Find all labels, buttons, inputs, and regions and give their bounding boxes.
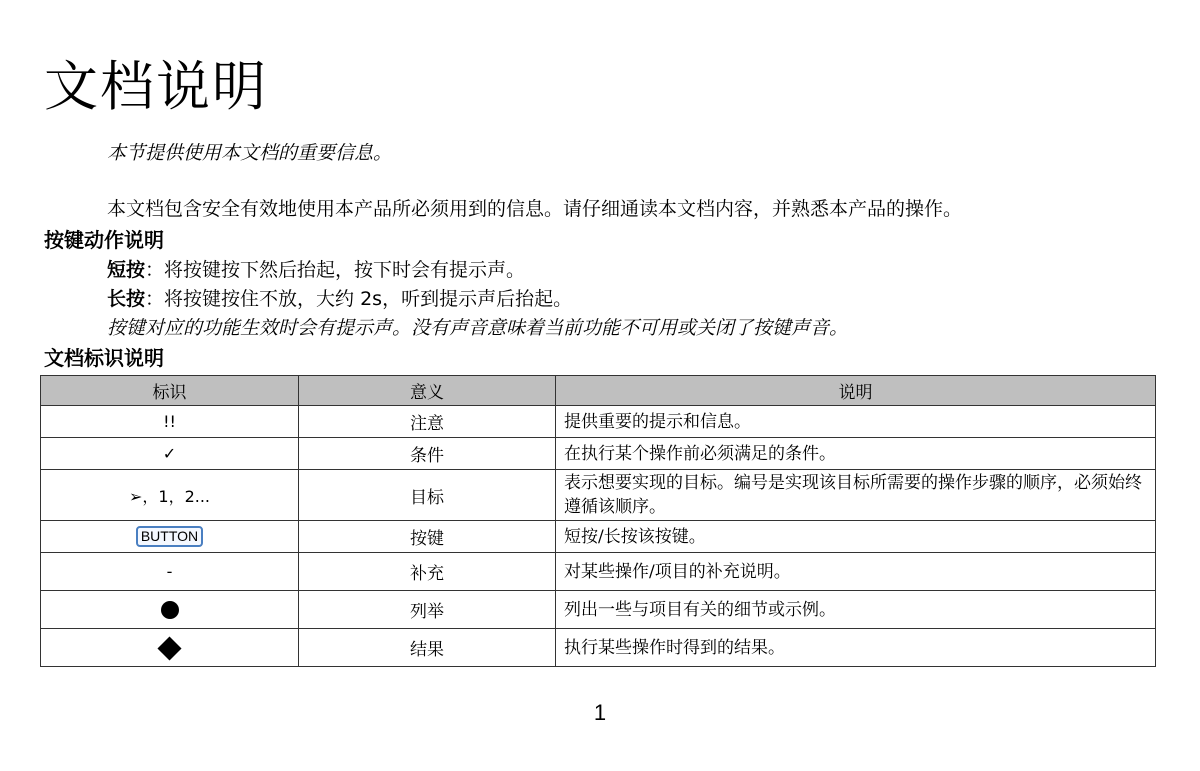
meaning-cell: 条件 [299,438,556,470]
short-press-text: ：将按键按下然后抬起，按下时会有提示声。 [145,259,526,281]
header-description: 说明 [556,376,1156,406]
table-row [41,406,1156,438]
table-row [41,438,1156,470]
button-badge-icon: BUTTON [136,526,203,547]
intro-paragraph: 本文档包含安全有效地使用本产品所必须用到的信息。请仔细通读本文档内容，并熟悉本产品的操作。 [107,198,963,220]
table-row [41,553,1156,591]
symbol-cell [41,629,299,667]
key-sound-note: 按键对应的功能生效时会有提示声。没有声音意味着当前功能不可用或关闭了按键声音。 [107,317,849,339]
page-title: 文档说明 [44,55,268,118]
symbol-cell [41,521,299,553]
description-cell: 对某些操作/项目的补充说明。 [556,553,1156,591]
table-row [41,470,1156,521]
long-press-paragraph [107,286,572,312]
filled-circle-icon [161,601,179,619]
symbol-cell [41,553,299,591]
short-press-paragraph [107,257,525,283]
marks-heading: 文档标识说明 [44,346,164,370]
marks-table [40,375,1156,667]
description-cell: 提供重要的提示和信息。 [556,406,1156,438]
meaning-cell: 按键 [299,521,556,553]
description-cell: 在执行某个操作前必须满足的条件。 [556,438,1156,470]
filled-diamond-icon [157,636,181,660]
meaning-cell: 目标 [299,470,556,521]
description-cell: 表示想要实现的目标。编号是实现该目标所需要的操作步骤的顺序，必须始终遵循该顺序。 [556,470,1156,521]
header-meaning: 意义 [299,376,556,406]
description-cell: 执行某些操作时得到的结果。 [556,629,1156,667]
symbol-cell [41,591,299,629]
keys-heading: 按键动作说明 [44,228,164,252]
header-symbol: 标识 [41,376,299,406]
double-exclamation-icon: !! [163,411,176,431]
meaning-cell: 列举 [299,591,556,629]
meaning-cell: 注意 [299,406,556,438]
long-press-text-a: ：将按键按住不放，大约 [145,288,361,310]
meaning-cell: 结果 [299,629,556,667]
symbol-cell [41,406,299,438]
table-row [41,591,1156,629]
long-press-text-b: ，听到提示声后抬起。 [382,288,573,310]
symbol-cell [41,438,299,470]
short-press-label: 短按 [107,259,146,281]
symbol-cell [41,470,299,521]
meaning-cell: 补充 [299,553,556,591]
description-cell: 列出一些与项目有关的细节或示例。 [556,591,1156,629]
dash-icon: - [166,561,173,581]
arrow-bullet-icon: ➢，1，2... [128,486,211,506]
checkmark-icon: ✓ [162,443,177,463]
long-press-label: 长按 [107,288,146,310]
table-row [41,629,1156,667]
description-cell: 短按/长按该按键。 [556,521,1156,553]
table-row [41,521,1156,553]
long-press-duration: 2s [360,288,383,310]
section-intro: 本节提供使用本文档的重要信息。 [107,142,393,164]
table-header-row [41,376,1156,406]
page-number: 1 [593,700,607,725]
